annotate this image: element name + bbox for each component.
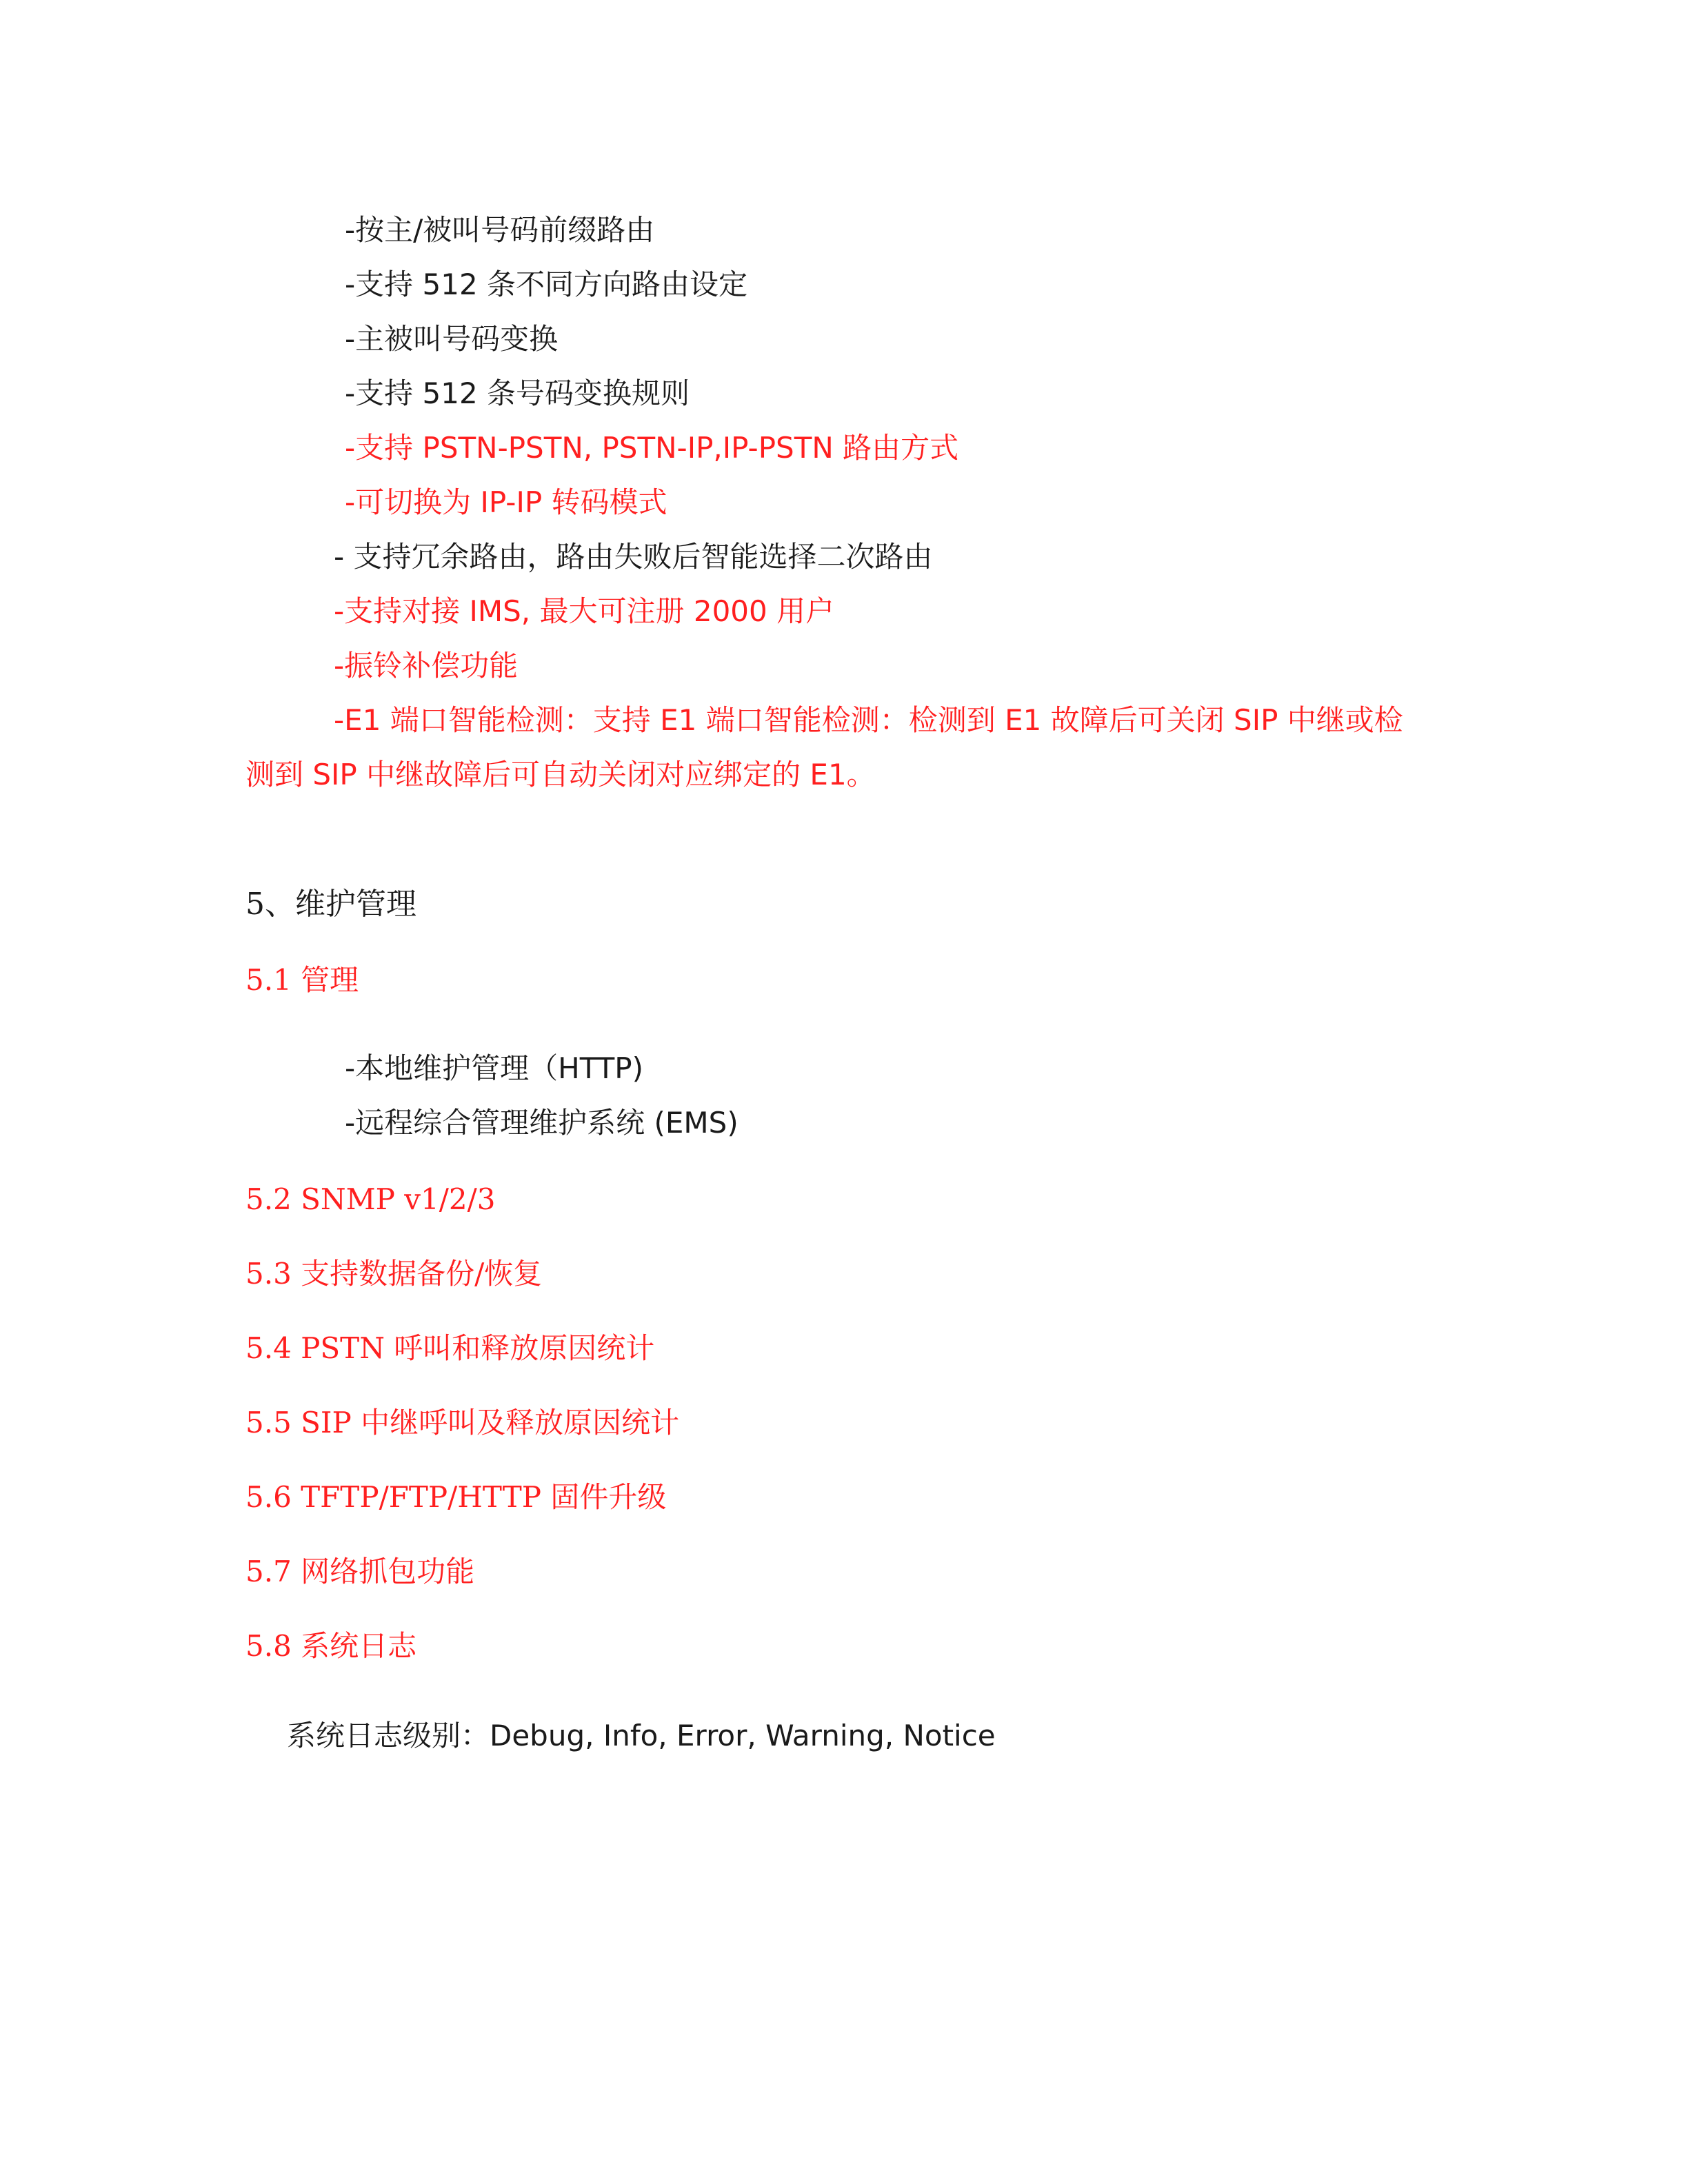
subsection-5-6: 5.6 TFTP/FTP/HTTP 固件升级 (245, 1480, 667, 1514)
subsection-5-4: 5.4 PSTN 呼叫和释放原因统计 (245, 1331, 655, 1365)
routing-item-ip-ip-transcode: -可切换为 IP-IP 转码模式 (345, 485, 667, 519)
routing-item-e1-detect-line1: -E1 端口智能检测：支持 E1 端口智能检测：检测到 E1 故障后可关闭 SIP 中继或检 (334, 703, 1403, 737)
routing-item-ring-compensation: -振铃补偿功能 (334, 649, 519, 682)
log-levels-text: 系统日志级别：Debug, Info, Error, Warning, Notice (287, 1719, 996, 1752)
subsection-5-7: 5.7 网络抓包功能 (245, 1555, 475, 1588)
routing-item-number-transform: -主被叫号码变换 (345, 322, 559, 356)
routing-item-512-routes: -支持 512 条不同方向路由设定 (345, 267, 748, 301)
subsection-5-1: 5.1 管理 (245, 963, 359, 997)
routing-item-prefix: -按主/被叫号码前缀路由 (345, 213, 655, 247)
routing-item-ims: -支持对接 IMS, 最大可注册 2000 用户 (334, 594, 835, 628)
routing-item-route-modes: -支持 PSTN-PSTN, PSTN-IP,IP-PSTN 路由方式 (345, 431, 959, 465)
subsection-5-2: 5.2 SNMP v1/2/3 (245, 1182, 496, 1216)
subsection-5-8: 5.8 系统日志 (245, 1629, 417, 1663)
routing-item-e1-detect-line2: 测到 SIP 中继故障后可自动关闭对应绑定的 E1。 (245, 758, 876, 791)
subsection-5-5: 5.5 SIP 中继呼叫及释放原因统计 (245, 1406, 680, 1439)
routing-item-512-rules: -支持 512 条号码变换规则 (345, 376, 690, 410)
subsection-5-3: 5.3 支持数据备份/恢复 (245, 1257, 543, 1291)
routing-item-redundant-route: - 支持冗余路由，路由失败后智能选择二次路由 (334, 540, 933, 574)
mgmt-item-local-http: -本地维护管理（HTTP) (345, 1051, 644, 1085)
mgmt-item-remote-ems: -远程综合管理维护系统 (EMS) (345, 1106, 738, 1140)
section-title-maintenance: 5、维护管理 (245, 887, 416, 922)
